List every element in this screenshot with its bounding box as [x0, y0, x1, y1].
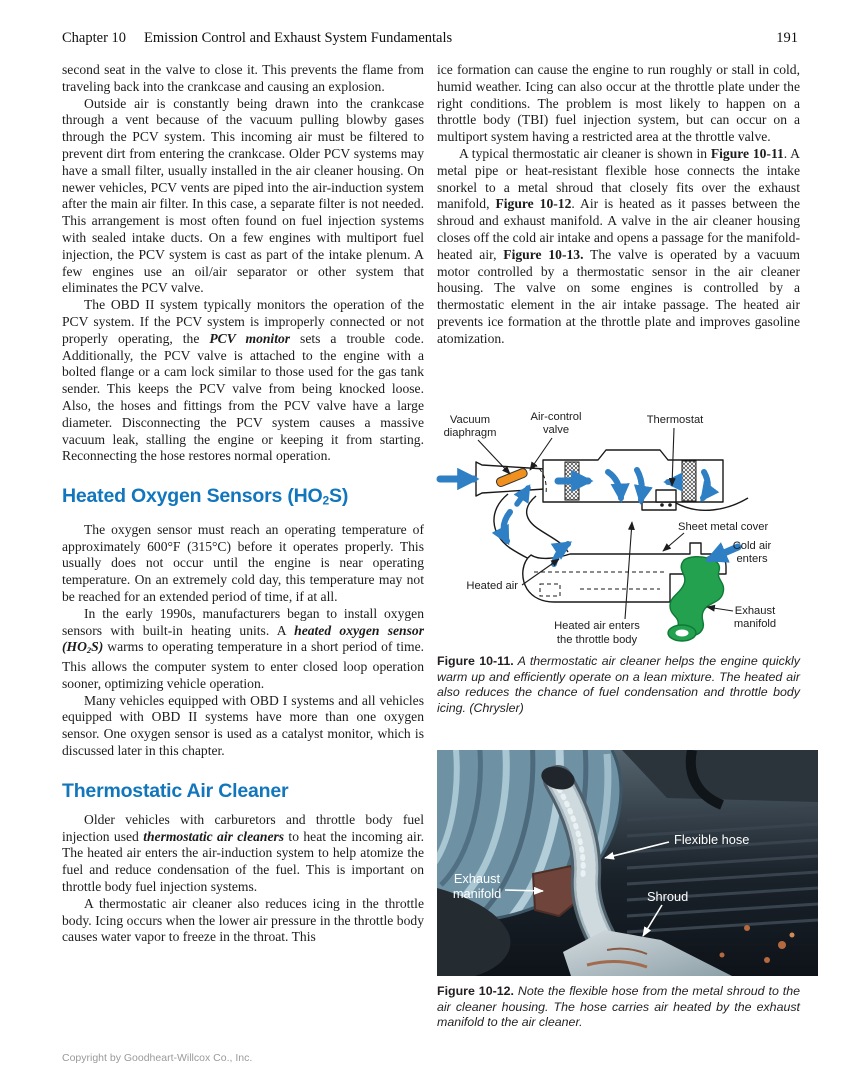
figure-10-11-caption: Figure 10-11. A thermostatic air cleaner helps the engine quickly warm up and efficiently operate on a lean mixture. The heated air also reduces the chance of fuel condensation and throttle body icing. (Chrysler)	[437, 654, 800, 715]
paragraph: A typical thermostatic air cleaner is shown in Figure 10-11. A metal pipe or heat-resistant flexible hose connects the intake snorkel to a metal shroud that closely fits over the exhaust manifold, Figure 10-12. Air is heated as it passes between the shroud and exhaust manifold. A valve in the air cleaner housing closes off the cold air intake and opens a passage for the manifold-heated air, Figure 10-13. The valve is operated by a vacuum motor controlled by a thermostatic sensor in the air cleaner housing. The valve on some engines is controlled by a thermostatic element in the air intake passage. The heated air prevents ice formation at the throttle plate and improves gasoline atomization.	[437, 145, 800, 346]
paragraph: Older vehicles with carburetors and throttle body fuel injection used thermostatic air cleaners to heat the incoming air. The heated air enters the air-induction system to help atomize the fuel and reduce condensation of the fuel. This is important on throttle body fuel injection systems.	[62, 811, 424, 894]
label-exhaust-manifold: manifold	[733, 618, 777, 630]
right-column	[437, 62, 800, 348]
label-air-control-valve: Air-control	[530, 411, 582, 423]
paragraph: Outside air is constantly being drawn into the crankcase through a vent because of the vacuum pulling blowby gases through the PCV system. This incoming air must be filtered to prevent dirt from entering the crankcase. Older PCV systems may have a small filter, usually installed in the air cleaner housing. On newer vehicles, PCV vents are piped into the air-induction system after the main air filter. In this case, a separate filter is not needed. This arrangement is most often found on fuel injection systems with sealed intake ducts. On a few engines with multiport fuel injection, the PCV system is cast as part of the intake plenum. A few engines use an oil/air separator or other system that eliminates the PCV valve.	[62, 95, 424, 296]
thermostat-part	[656, 490, 676, 502]
page-header	[62, 30, 798, 47]
label-cold-air-enters: enters	[736, 553, 768, 565]
label-heated-air-enters: the throttle body	[556, 634, 638, 646]
paragraph: Many vehicles equipped with OBD I systems and all vehicles equipped with OBD II systems have more than one oxygen sensor. One oxygen sensor is used as a catalyst monitor, which is discussed later in this chapter.	[62, 692, 424, 758]
thermostat-nub	[660, 503, 664, 507]
figure-10-12-caption: Figure 10-12. Note the flexible hose from the metal shroud to the air cleaner housing. The hose carries air heated by the exhaust manifold to the air cleaner.	[437, 984, 801, 1029]
label-air-control-valve: valve	[542, 424, 570, 436]
label-shroud: Shroud	[647, 889, 689, 904]
label-heated-air-enters: Heated air enters	[554, 620, 640, 632]
paragraph: second seat in the valve to close it. This prevents the flame from traveling back into the crankcase and causing an explosion.	[62, 62, 424, 94]
paragraph: ice formation can cause the engine to run roughly or stall in cold, humid weather. Icing can also occur at the throttle plate under the right conditions. The problem is most likely to happen on a throttle body (TBI) fuel injection system, but can occur on a multiport system having a restricted area at the throttle valve.	[437, 62, 800, 145]
figure-10-11-diagram	[430, 402, 820, 650]
paragraph: In the early 1990s, manufacturers began to install oxygen sensors with built-in heating units. A heated oxygen sensor (HO2S) warms to operating temperature in a short period of time. This allows the computer system to enter closed loop operation sooner, optimizing vehicle operation.	[62, 605, 424, 691]
label-exhaust-manifold: Exhaust	[453, 871, 501, 886]
label-heated-air: Heated air	[466, 580, 518, 592]
paragraph: A thermostatic air cleaner also reduces icing in the throttle body. Icing occurs when the lower air pressure in the throttle body causes water vapor to freeze in the throat. This	[62, 895, 424, 945]
label-sheet-metal-cover: Sheet metal cover	[678, 521, 769, 533]
paragraph: The oxygen sensor must reach an operating temperature of approximately 600°F (315°C) before it operates properly. This usually does not occur until the engine is near operating temperature. On an extremely cold day, this temperature may not be reached for an extended period of time, if at all.	[62, 521, 424, 604]
header-spacer	[452, 30, 776, 47]
paragraph: The OBD II system typically monitors the operation of the PCV system. If the PCV system is improperly connected or not properly operating, the PCV monitor sets a trouble code. Additionally, the PCV valve is attached to the engine with a bolted flange or a cam lock similar to those used for the gas tank sender. This keeps the PCV valve from being knocked loose. Also, the hoses and fittings from the PCV valve have a large diameter. Disconnecting the PCV system causes a massive vacuum leak, stalling the engine or keeping it from starting. Reconnecting the hose restores normal operation.	[62, 297, 424, 464]
label-vacuum-diaphragm: diaphragm	[443, 427, 497, 439]
filter-element-right	[682, 461, 696, 501]
copyright-footer: Copyright by Goodheart-Willcox Co., Inc.	[62, 1052, 253, 1064]
chapter-title: Emission Control and Exhaust System Fundamentals	[144, 30, 453, 46]
label-flexible-hose: Flexible hose	[674, 832, 750, 847]
label-exhaust-manifold: manifold	[452, 886, 502, 901]
s-duct-right	[527, 496, 568, 552]
section-heading-thermostatic-air-cleaner: Thermostatic Air Cleaner	[62, 779, 289, 802]
label-vacuum-diaphragm: Vacuum	[449, 414, 491, 426]
label-cold-air-enters: Cold air	[732, 540, 772, 552]
figure-10-12-photo	[437, 750, 818, 976]
chapter-label: Chapter 10	[62, 30, 127, 46]
left-column	[62, 62, 424, 946]
label-thermostat: Thermostat	[646, 414, 704, 426]
label-exhaust-manifold: Exhaust	[734, 605, 776, 617]
page-number: 191	[776, 30, 798, 46]
thermostat-nub	[668, 503, 672, 507]
section-heading-heated-oxygen-sensors: Heated Oxygen Sensors (HO2S)	[62, 485, 349, 508]
